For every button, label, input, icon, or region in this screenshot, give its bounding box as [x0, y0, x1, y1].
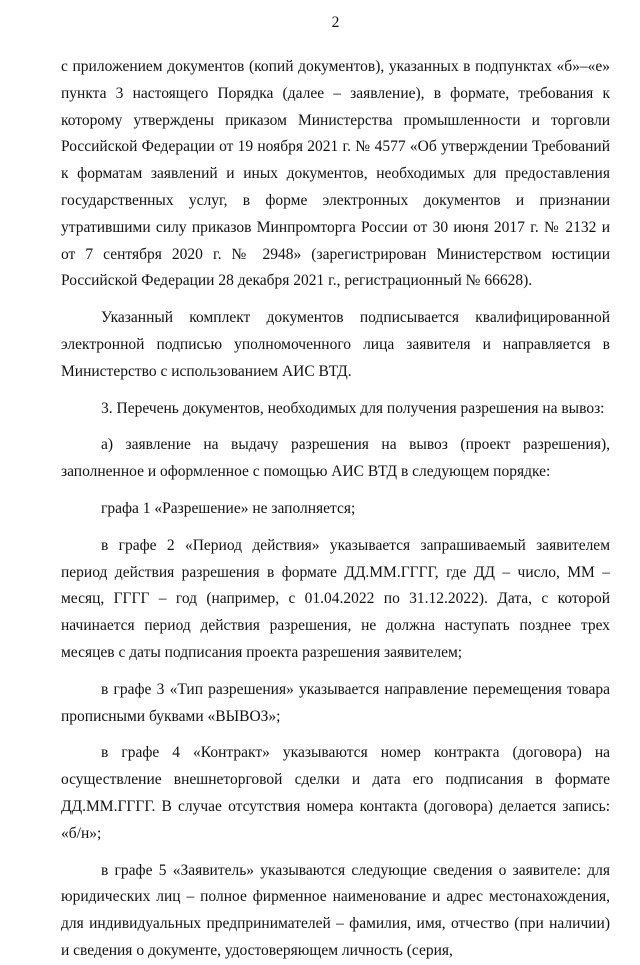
paragraph-documents-list: 3. Перечень документов, необходимых для получения разрешения на вывоз:	[101, 399, 605, 417]
paragraph-column-2: в графе 2 «Период действия» указывается запрашиваемый заявителем период действия разрешения в формате ДД.ММ.ГГГГ, где ДД – число, ММ – месяц, ГГГГ – год (например, с 01.04.2022 по 31.12.2022). Дата, с которой начинается период действия разрешения, не должна наступать позднее трех месяцев с даты подписания проекта разрешения заявителем;	[61, 536, 610, 661]
paragraph-column-4: в графе 4 «Контракт» указываются номер контракта (договора) на осуществление внешнеторговой сделки и дата его подписания в формате ДД.ММ.ГГГГ. В случае отсутствия номера контакта (договора) делается запись: «б/н»;	[61, 744, 610, 842]
paragraph-signature: Указанный комплект документов подписывается квалифицированной электронной подписью уполномоченного лица заявителя и направляется в Министерство с использованием АИС ВТД.	[61, 309, 610, 380]
paragraph-column-1: графа 1 «Разрешение» не заполняется;	[101, 499, 356, 517]
page-number: 2	[331, 14, 340, 31]
paragraph-application-format: с приложением документов (копий документов), указанных в подпунктах «б»–«е» пункта 3 настоящего Порядка (далее – заявление), в формате, требования к которому утверждены приказом Министерства промышленности и торговли Российской Федерации от 19 ноября 2021 г. № 4577 «Об утверждении Требований к форматам заявлений и иных документов, необходимых для предоставления государственных услуг, в форме электронных документов и признании утратившими силу приказов Минпромторга России от 30 июня 2017 г. № 2132 и от 7 сентября 2020 г. № 2948» (зарегистрирован Министерством юстиции Российской Федерации 28 декабря 2021 г., регистрационный № 66628).	[61, 58, 610, 290]
paragraph-column-3: в графе 3 «Тип разрешения» указывается направление перемещения товара прописными буквами «ВЫВОЗ»;	[61, 680, 610, 725]
paragraph-column-5: в графе 5 «Заявитель» указываются следующие сведения о заявителе: для юридических лиц – полное фирменное наименование и адрес местонахождения, для индивидуальных предпринимателей – фамилия, имя, отчество (при наличии) и сведения о документе, удостоверяющем личность (серия,	[61, 861, 610, 959]
paragraph-item-a: а) заявление на выдачу разрешения на вывоз (проект разрешения), заполненное и оформленное с помощью АИС ВТД в следующем порядке:	[61, 436, 610, 481]
